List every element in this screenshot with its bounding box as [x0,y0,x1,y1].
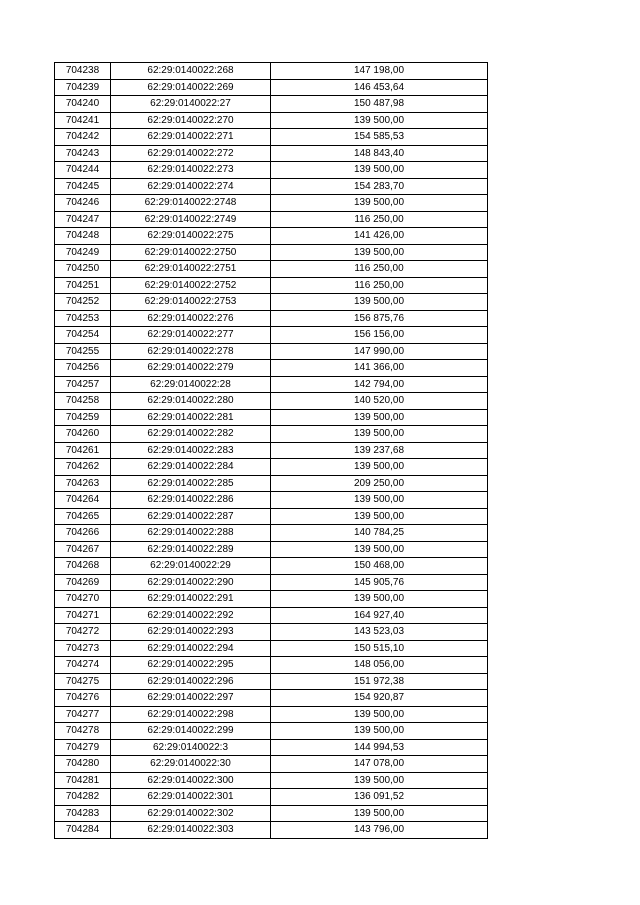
table-row [55,690,488,707]
cadastral-number-cell: 62:29:0140022:295 [111,657,271,674]
table-row [55,789,488,806]
table-row [55,96,488,113]
table-row [55,607,488,624]
cadastral-number-cell: 62:29:0140022:286 [111,492,271,509]
value-cell: 142 794,00 [271,376,488,393]
value-cell: 139 237,68 [271,442,488,459]
table-row [55,558,488,575]
cadastral-number-cell: 62:29:0140022:277 [111,327,271,344]
table-row [55,343,488,360]
cadastral-number-cell: 62:29:0140022:282 [111,426,271,443]
table-row [55,195,488,212]
row-id-cell: 704283 [55,805,111,822]
row-id-cell: 704266 [55,525,111,542]
table-row [55,310,488,327]
table-row [55,657,488,674]
value-cell: 209 250,00 [271,475,488,492]
row-id-cell: 704240 [55,96,111,113]
cadastral-number-cell: 62:29:0140022:276 [111,310,271,327]
row-id-cell: 704249 [55,244,111,261]
cadastral-number-cell: 62:29:0140022:301 [111,789,271,806]
cadastral-number-cell: 62:29:0140022:2748 [111,195,271,212]
table-row [55,244,488,261]
value-cell: 147 078,00 [271,756,488,773]
table-row [55,327,488,344]
cadastral-number-cell: 62:29:0140022:299 [111,723,271,740]
value-cell: 154 585,53 [271,129,488,146]
table-row [55,145,488,162]
row-id-cell: 704239 [55,79,111,96]
row-id-cell: 704257 [55,376,111,393]
row-id-cell: 704284 [55,822,111,839]
table-row [55,805,488,822]
cadastral-number-cell: 62:29:0140022:279 [111,360,271,377]
value-cell: 141 366,00 [271,360,488,377]
cadastral-number-cell: 62:29:0140022:2753 [111,294,271,311]
value-cell: 147 990,00 [271,343,488,360]
row-id-cell: 704281 [55,772,111,789]
row-id-cell: 704244 [55,162,111,179]
table-row [55,393,488,410]
cadastral-number-cell: 62:29:0140022:2749 [111,211,271,228]
value-cell: 116 250,00 [271,277,488,294]
row-id-cell: 704265 [55,508,111,525]
value-cell: 148 056,00 [271,657,488,674]
table-row [55,673,488,690]
value-cell: 139 500,00 [271,508,488,525]
value-cell: 140 784,25 [271,525,488,542]
row-id-cell: 704282 [55,789,111,806]
table-row [55,723,488,740]
table-row [55,756,488,773]
value-cell: 139 500,00 [271,112,488,129]
value-cell: 139 500,00 [271,723,488,740]
value-cell: 145 905,76 [271,574,488,591]
cadastral-number-cell: 62:29:0140022:269 [111,79,271,96]
table-row [55,475,488,492]
table-row [55,162,488,179]
row-id-cell: 704275 [55,673,111,690]
table-row [55,79,488,96]
table-row [55,706,488,723]
cadastral-number-cell: 62:29:0140022:292 [111,607,271,624]
row-id-cell: 704248 [55,228,111,245]
value-cell: 139 500,00 [271,706,488,723]
row-id-cell: 704241 [55,112,111,129]
row-id-cell: 704243 [55,145,111,162]
value-cell: 139 500,00 [271,244,488,261]
cadastral-number-cell: 62:29:0140022:27 [111,96,271,113]
row-id-cell: 704272 [55,624,111,641]
value-cell: 140 520,00 [271,393,488,410]
cadastral-number-cell: 62:29:0140022:2752 [111,277,271,294]
row-id-cell: 704256 [55,360,111,377]
row-id-cell: 704270 [55,591,111,608]
table-row [55,739,488,756]
cadastral-number-cell: 62:29:0140022:300 [111,772,271,789]
value-cell: 148 843,40 [271,145,488,162]
cadastral-number-cell: 62:29:0140022:296 [111,673,271,690]
row-id-cell: 704254 [55,327,111,344]
cadastral-number-cell: 62:29:0140022:29 [111,558,271,575]
cadastral-number-cell: 62:29:0140022:289 [111,541,271,558]
value-cell: 139 500,00 [271,805,488,822]
value-cell: 139 500,00 [271,162,488,179]
data-table [54,62,488,839]
table-row [55,211,488,228]
value-cell: 139 500,00 [271,426,488,443]
row-id-cell: 704264 [55,492,111,509]
row-id-cell: 704263 [55,475,111,492]
cadastral-number-cell: 62:29:0140022:2750 [111,244,271,261]
row-id-cell: 704255 [55,343,111,360]
cadastral-number-cell: 62:29:0140022:270 [111,112,271,129]
table-row [55,772,488,789]
cadastral-number-cell: 62:29:0140022:278 [111,343,271,360]
row-id-cell: 704251 [55,277,111,294]
row-id-cell: 704250 [55,261,111,278]
table-row [55,426,488,443]
value-cell: 139 500,00 [271,195,488,212]
cadastral-number-cell: 62:29:0140022:3 [111,739,271,756]
cadastral-number-cell: 62:29:0140022:284 [111,459,271,476]
value-cell: 154 283,70 [271,178,488,195]
cadastral-number-cell: 62:29:0140022:298 [111,706,271,723]
row-id-cell: 704242 [55,129,111,146]
value-cell: 164 927,40 [271,607,488,624]
cadastral-number-cell: 62:29:0140022:273 [111,162,271,179]
value-cell: 144 994,53 [271,739,488,756]
cadastral-number-cell: 62:29:0140022:272 [111,145,271,162]
cadastral-number-cell: 62:29:0140022:268 [111,63,271,80]
table-body [55,63,488,839]
value-cell: 143 796,00 [271,822,488,839]
value-cell: 139 500,00 [271,409,488,426]
value-cell: 139 500,00 [271,772,488,789]
cadastral-number-cell: 62:29:0140022:293 [111,624,271,641]
row-id-cell: 704268 [55,558,111,575]
value-cell: 116 250,00 [271,211,488,228]
row-id-cell: 704258 [55,393,111,410]
table-row [55,112,488,129]
row-id-cell: 704276 [55,690,111,707]
value-cell: 139 500,00 [271,591,488,608]
value-cell: 139 500,00 [271,294,488,311]
table-row [55,492,488,509]
value-cell: 116 250,00 [271,261,488,278]
value-cell: 136 091,52 [271,789,488,806]
cadastral-number-cell: 62:29:0140022:283 [111,442,271,459]
table-row [55,624,488,641]
cadastral-number-cell: 62:29:0140022:280 [111,393,271,410]
row-id-cell: 704280 [55,756,111,773]
table-row [55,129,488,146]
table-row [55,541,488,558]
table-row [55,459,488,476]
row-id-cell: 704269 [55,574,111,591]
value-cell: 150 487,98 [271,96,488,113]
value-cell: 146 453,64 [271,79,488,96]
row-id-cell: 704246 [55,195,111,212]
table-row [55,294,488,311]
cadastral-number-cell: 62:29:0140022:274 [111,178,271,195]
table-row [55,63,488,80]
row-id-cell: 704267 [55,541,111,558]
cadastral-number-cell: 62:29:0140022:275 [111,228,271,245]
value-cell: 141 426,00 [271,228,488,245]
table-row [55,360,488,377]
cadastral-number-cell: 62:29:0140022:290 [111,574,271,591]
table-row [55,508,488,525]
value-cell: 150 468,00 [271,558,488,575]
value-cell: 150 515,10 [271,640,488,657]
cadastral-number-cell: 62:29:0140022:30 [111,756,271,773]
table-row [55,640,488,657]
row-id-cell: 704247 [55,211,111,228]
value-cell: 139 500,00 [271,492,488,509]
table-row [55,822,488,839]
cadastral-number-cell: 62:29:0140022:288 [111,525,271,542]
cadastral-number-cell: 62:29:0140022:2751 [111,261,271,278]
value-cell: 154 920,87 [271,690,488,707]
cadastral-number-cell: 62:29:0140022:303 [111,822,271,839]
row-id-cell: 704279 [55,739,111,756]
cadastral-number-cell: 62:29:0140022:287 [111,508,271,525]
row-id-cell: 704238 [55,63,111,80]
value-cell: 139 500,00 [271,541,488,558]
row-id-cell: 704252 [55,294,111,311]
table-row [55,228,488,245]
table-row [55,178,488,195]
value-cell: 139 500,00 [271,459,488,476]
row-id-cell: 704259 [55,409,111,426]
table-row [55,591,488,608]
cadastral-number-cell: 62:29:0140022:281 [111,409,271,426]
table-row [55,525,488,542]
value-cell: 147 198,00 [271,63,488,80]
row-id-cell: 704253 [55,310,111,327]
cadastral-number-cell: 62:29:0140022:302 [111,805,271,822]
cadastral-number-cell: 62:29:0140022:285 [111,475,271,492]
row-id-cell: 704274 [55,657,111,674]
cadastral-number-cell: 62:29:0140022:297 [111,690,271,707]
cadastral-number-cell: 62:29:0140022:294 [111,640,271,657]
value-cell: 156 156,00 [271,327,488,344]
row-id-cell: 704273 [55,640,111,657]
row-id-cell: 704271 [55,607,111,624]
value-cell: 151 972,38 [271,673,488,690]
table-row [55,409,488,426]
row-id-cell: 704261 [55,442,111,459]
cadastral-number-cell: 62:29:0140022:271 [111,129,271,146]
value-cell: 143 523,03 [271,624,488,641]
row-id-cell: 704277 [55,706,111,723]
row-id-cell: 704260 [55,426,111,443]
table-row [55,277,488,294]
row-id-cell: 704278 [55,723,111,740]
table-row [55,261,488,278]
cadastral-number-cell: 62:29:0140022:28 [111,376,271,393]
cadastral-number-cell: 62:29:0140022:291 [111,591,271,608]
table-row [55,376,488,393]
table-row [55,442,488,459]
table-row [55,574,488,591]
row-id-cell: 704262 [55,459,111,476]
value-cell: 156 875,76 [271,310,488,327]
row-id-cell: 704245 [55,178,111,195]
